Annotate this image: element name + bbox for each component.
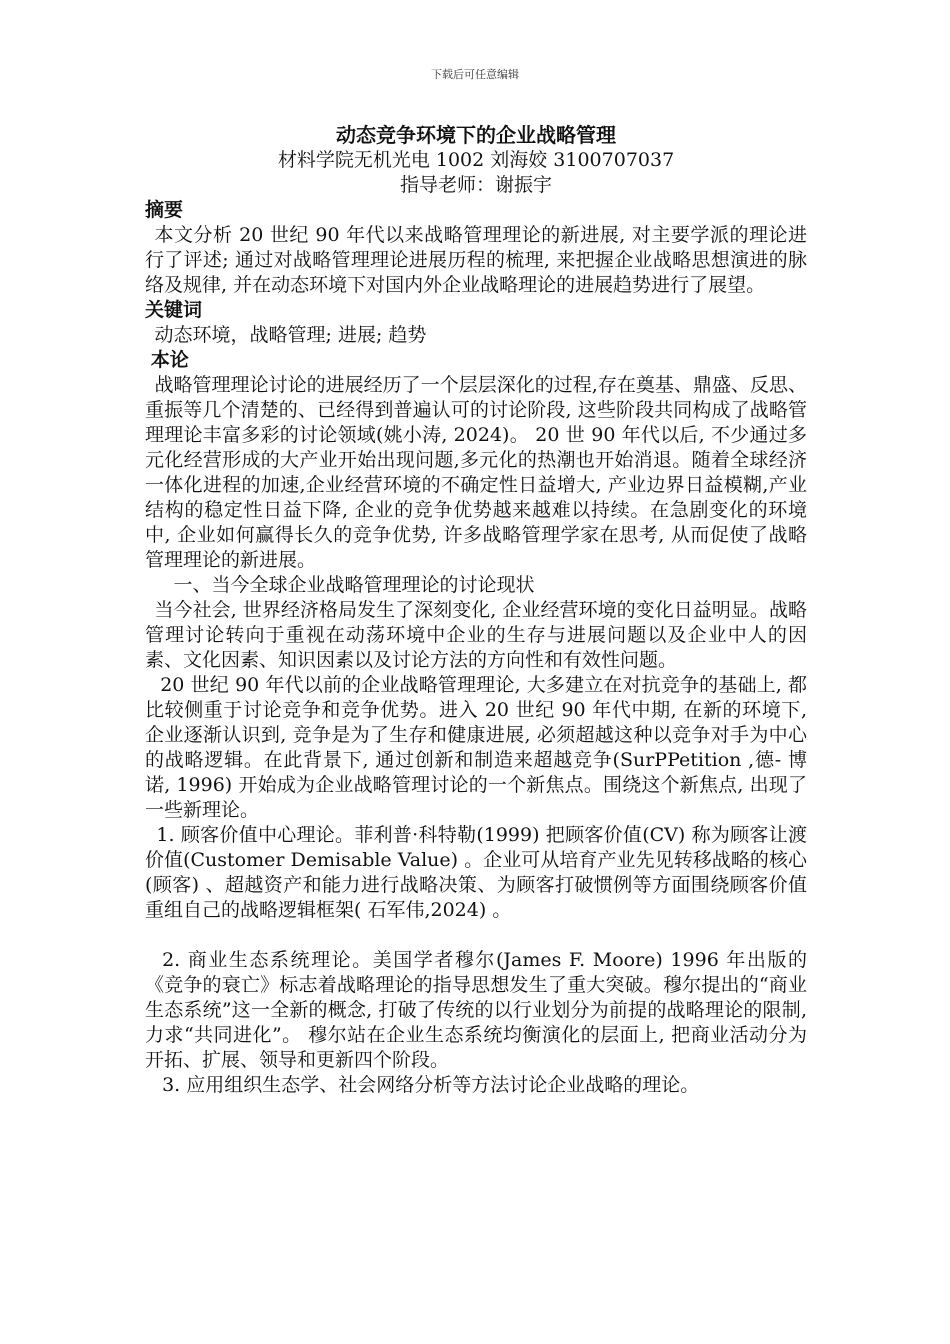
abstract-heading: 摘要 — [145, 199, 184, 221]
list-item-1: 1. 顾客价值中心理论。菲利普·科特勒(1999) 把顾客价值(CV) 称为顾客让渡价值(Customer Demisable Value) 。企业可从培育产业先见转移战略的核心(顾客) 、超越资产和能力进行战略决策、为顾客打破惯例等方面围绕顾客价值重组自己的战略逻辑框架( 石军伟,2024) 。 — [145, 824, 807, 921]
keywords-heading: 关键词 — [145, 299, 203, 321]
list-item-3: 3. 应用组织生态学、社会网络分析等方法讨论企业战略的理论。 — [162, 1074, 700, 1096]
section1-paragraph-2: 20 世纪 90 年代以前的企业战略管理理论, 大多建立在对抗竞争的基础上, 都比较侧重于讨论竞争和竞争优势。进入 20 世纪 90 年代中期, 在新的环境下, 企业逐渐认识到, 竞争是为了生存和健康进展, 必须超越这种以竞争对手为中心的战略逻辑。在此背景下, 通过创新和制造来超越竞争(SurPPetition ,德- 博诺, 1996) 开始成为企业战略管理讨论的一个新焦点。围绕这个新焦点, 出现了一些新理论。 — [145, 674, 807, 821]
document-content — [145, 122, 807, 1098]
list-item-2: 2. 商业生态系统理论。美国学者穆尔(James F. Moore) 1996 年出版的《竞争的衰亡》标志着战略理论的指导思想发生了重大突破。穆尔提出的“商业生态系统”这一全新的概念, 打破了传统的以行业划分为前提的战略理论的限制, 力求“共同进化”。 穆尔站在企业生态系统均衡演化的层面上, 把商业活动分为开拓、扩展、领导和更新四个阶段。 — [145, 949, 807, 1071]
keywords-text: 动态环境，战略管理; 进展; 趋势 — [154, 324, 427, 346]
header-note: 下载后可任意编辑 — [431, 68, 519, 81]
advisor-line: 指导老师：谢振宇 — [399, 174, 552, 196]
blank-line — [145, 923, 807, 948]
body-heading: 本论 — [150, 349, 189, 371]
abstract-text: 本文分析 20 世纪 90 年代以来战略管理理论的新进展, 对主要学派的理论进行了评述; 通过对战略管理理论进展历程的梳理, 来把握企业战略思想演进的脉络及规律, 并在动态环境下对国内外企业战略理论的进展趋势进行了展望。 — [145, 224, 807, 296]
section1-paragraph-1: 当今社会, 世界经济格局发生了深刻变化, 企业经营环境的变化日益明显。战略管理讨论转向于重视在动荡环境中企业的生存与进展问题以及企业中人的因素、文化因素、知识因素以及讨论方法的方向性和有效性问题。 — [145, 599, 807, 671]
body-intro: 战略管理理论讨论的进展经历了一个层层深化的过程,存在奠基、鼎盛、反思、重振等几个清楚的、已经得到普遍认可的讨论阶段, 这些阶段共同构成了战略管理理论丰富多彩的讨论领域(姚小涛, 2024)。 20 世 90 年代以后, 不少通过多元化经营形成的大产业开始出现问题,多元化的热潮也开始消退。随着全球经济一体化进程的加速,企业经营环境的不确定性日益增大, 产业边界日益模糊,产业结构的稳定性日益下降, 企业的竞争优势越来越难以持续。在急剧变化的环境中, 企业如何赢得长久的竞争优势, 许多战略管理学家在思考, 从而促使了战略管理理论的新进展。 — [145, 374, 807, 571]
author-line: 材料学院无机光电 1002 刘海姣 3100707037 — [277, 149, 675, 171]
section1-heading: 一、当今全球企业战略管理理论的讨论现状 — [173, 574, 535, 596]
document-title: 动态竞争环境下的企业战略管理 — [336, 123, 616, 147]
